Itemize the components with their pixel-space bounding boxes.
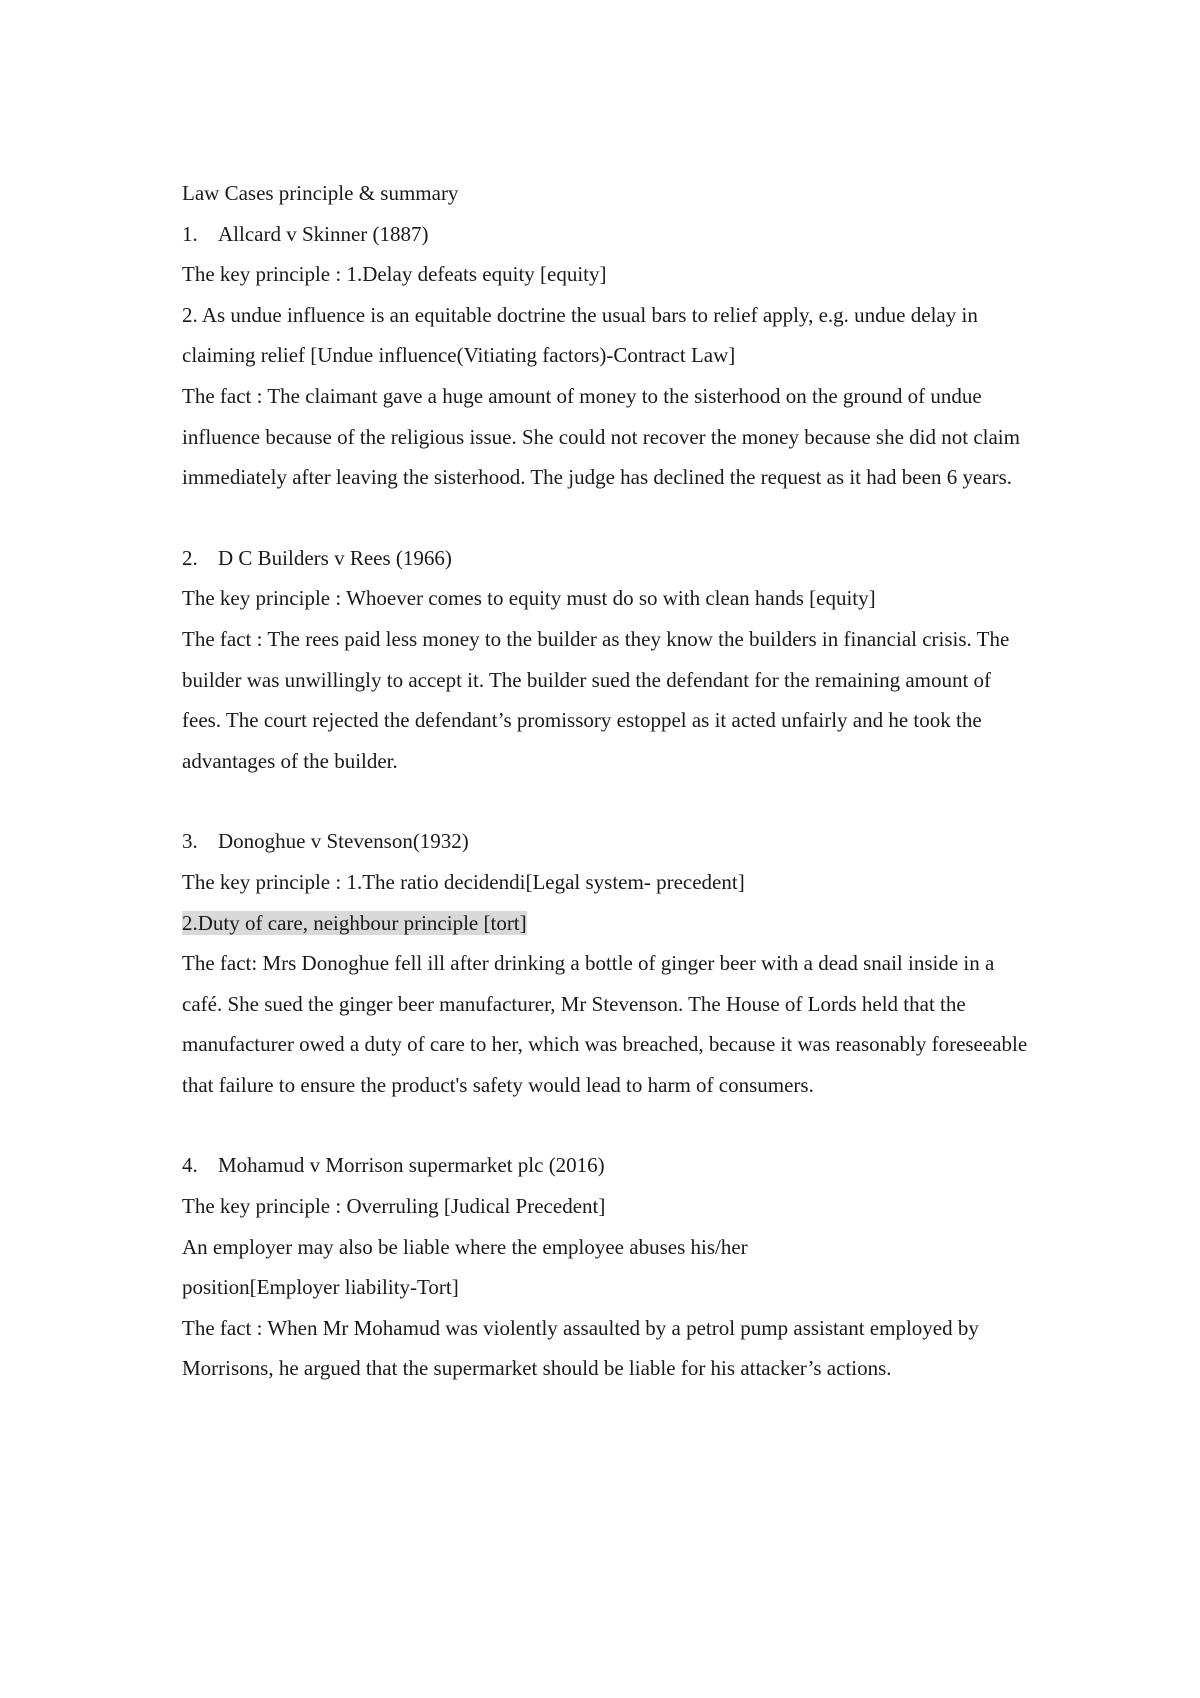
document-page — [182, 173, 1032, 1389]
case-fact: The fact : The rees paid less money to the builder as they know the builders in financial crisis. The builder was unwillingly to accept it. The builder sued the defendant for the remaining amount of fees. The court rejected the defendant’s promissory estoppel as it acted unfairly and he took the advantages of the builder. — [182, 626, 1010, 773]
case-name: Allcard v Skinner (1887) — [218, 221, 429, 246]
case-number: 4. — [182, 1153, 198, 1178]
case-fact: The fact: Mrs Donoghue fell ill after drinking a bottle of ginger beer with a dead snail inside in a café. She sued the ginger beer manufacturer, Mr Stevenson. The House of Lords held that the manufacturer owed a duty of care to her, which was breached, because it was reasonably foreseeable that failure to ensure the product's safety would lead to harm of consumers. — [182, 951, 1028, 1097]
case-extra-principle: An employer may also be liable where the employee abuses his/her position[Employer liability-Tort] — [182, 1234, 748, 1300]
case-principle: The key principle : Overruling [Judical Precedent] — [182, 1194, 606, 1219]
case-name: D C Builders v Rees (1966) — [218, 545, 452, 570]
document-title: Law Cases principle & summary — [182, 181, 459, 205]
case-name: Donoghue v Stevenson(1932) — [218, 829, 469, 854]
spacer — [182, 1105, 1032, 1145]
case-number: 1. — [182, 221, 198, 246]
case-heading — [182, 214, 1032, 255]
case-fact: The fact : When Mr Mohamud was violently assaulted by a petrol pump assistant employed by Morrisons, he argued that the supermarket should be liable for his attacker’s actions. — [182, 1315, 979, 1381]
case-extra-principle: 2. As undue influence is an equitable doctrine the usual bars to relief apply, e.g. undue delay in claiming relief [Undue influence(Vitiating factors)-Contract Law] — [182, 302, 978, 368]
case-fact: The fact : The claimant gave a huge amount of money to the sisterhood on the ground of undue influence because of the religious issue. She could not recover the money because she did not claim immediately after leaving the sisterhood. The judge has declined the request as it had been 6 years. — [182, 383, 1020, 490]
case-principle: The key principle : Whoever comes to equity must do so with clean hands [equity] — [182, 586, 876, 611]
highlighted-text: 2.Duty of care, neighbour principle [tort] — [182, 910, 527, 935]
spacer — [182, 781, 1032, 821]
case-heading — [182, 821, 1032, 862]
case-number: 3. — [182, 829, 198, 854]
case-principle: The key principle : 1.Delay defeats equity [equity] — [182, 262, 607, 287]
case-extra-principle-line — [182, 903, 1032, 944]
case-name: Mohamud v Morrison supermarket plc (2016) — [218, 1153, 605, 1178]
case-principle: The key principle : 1.The ratio decidendi[Legal system- precedent] — [182, 869, 745, 894]
case-heading — [182, 538, 1032, 579]
case-heading — [182, 1145, 1032, 1186]
case-number: 2. — [182, 545, 198, 570]
spacer — [182, 498, 1032, 538]
